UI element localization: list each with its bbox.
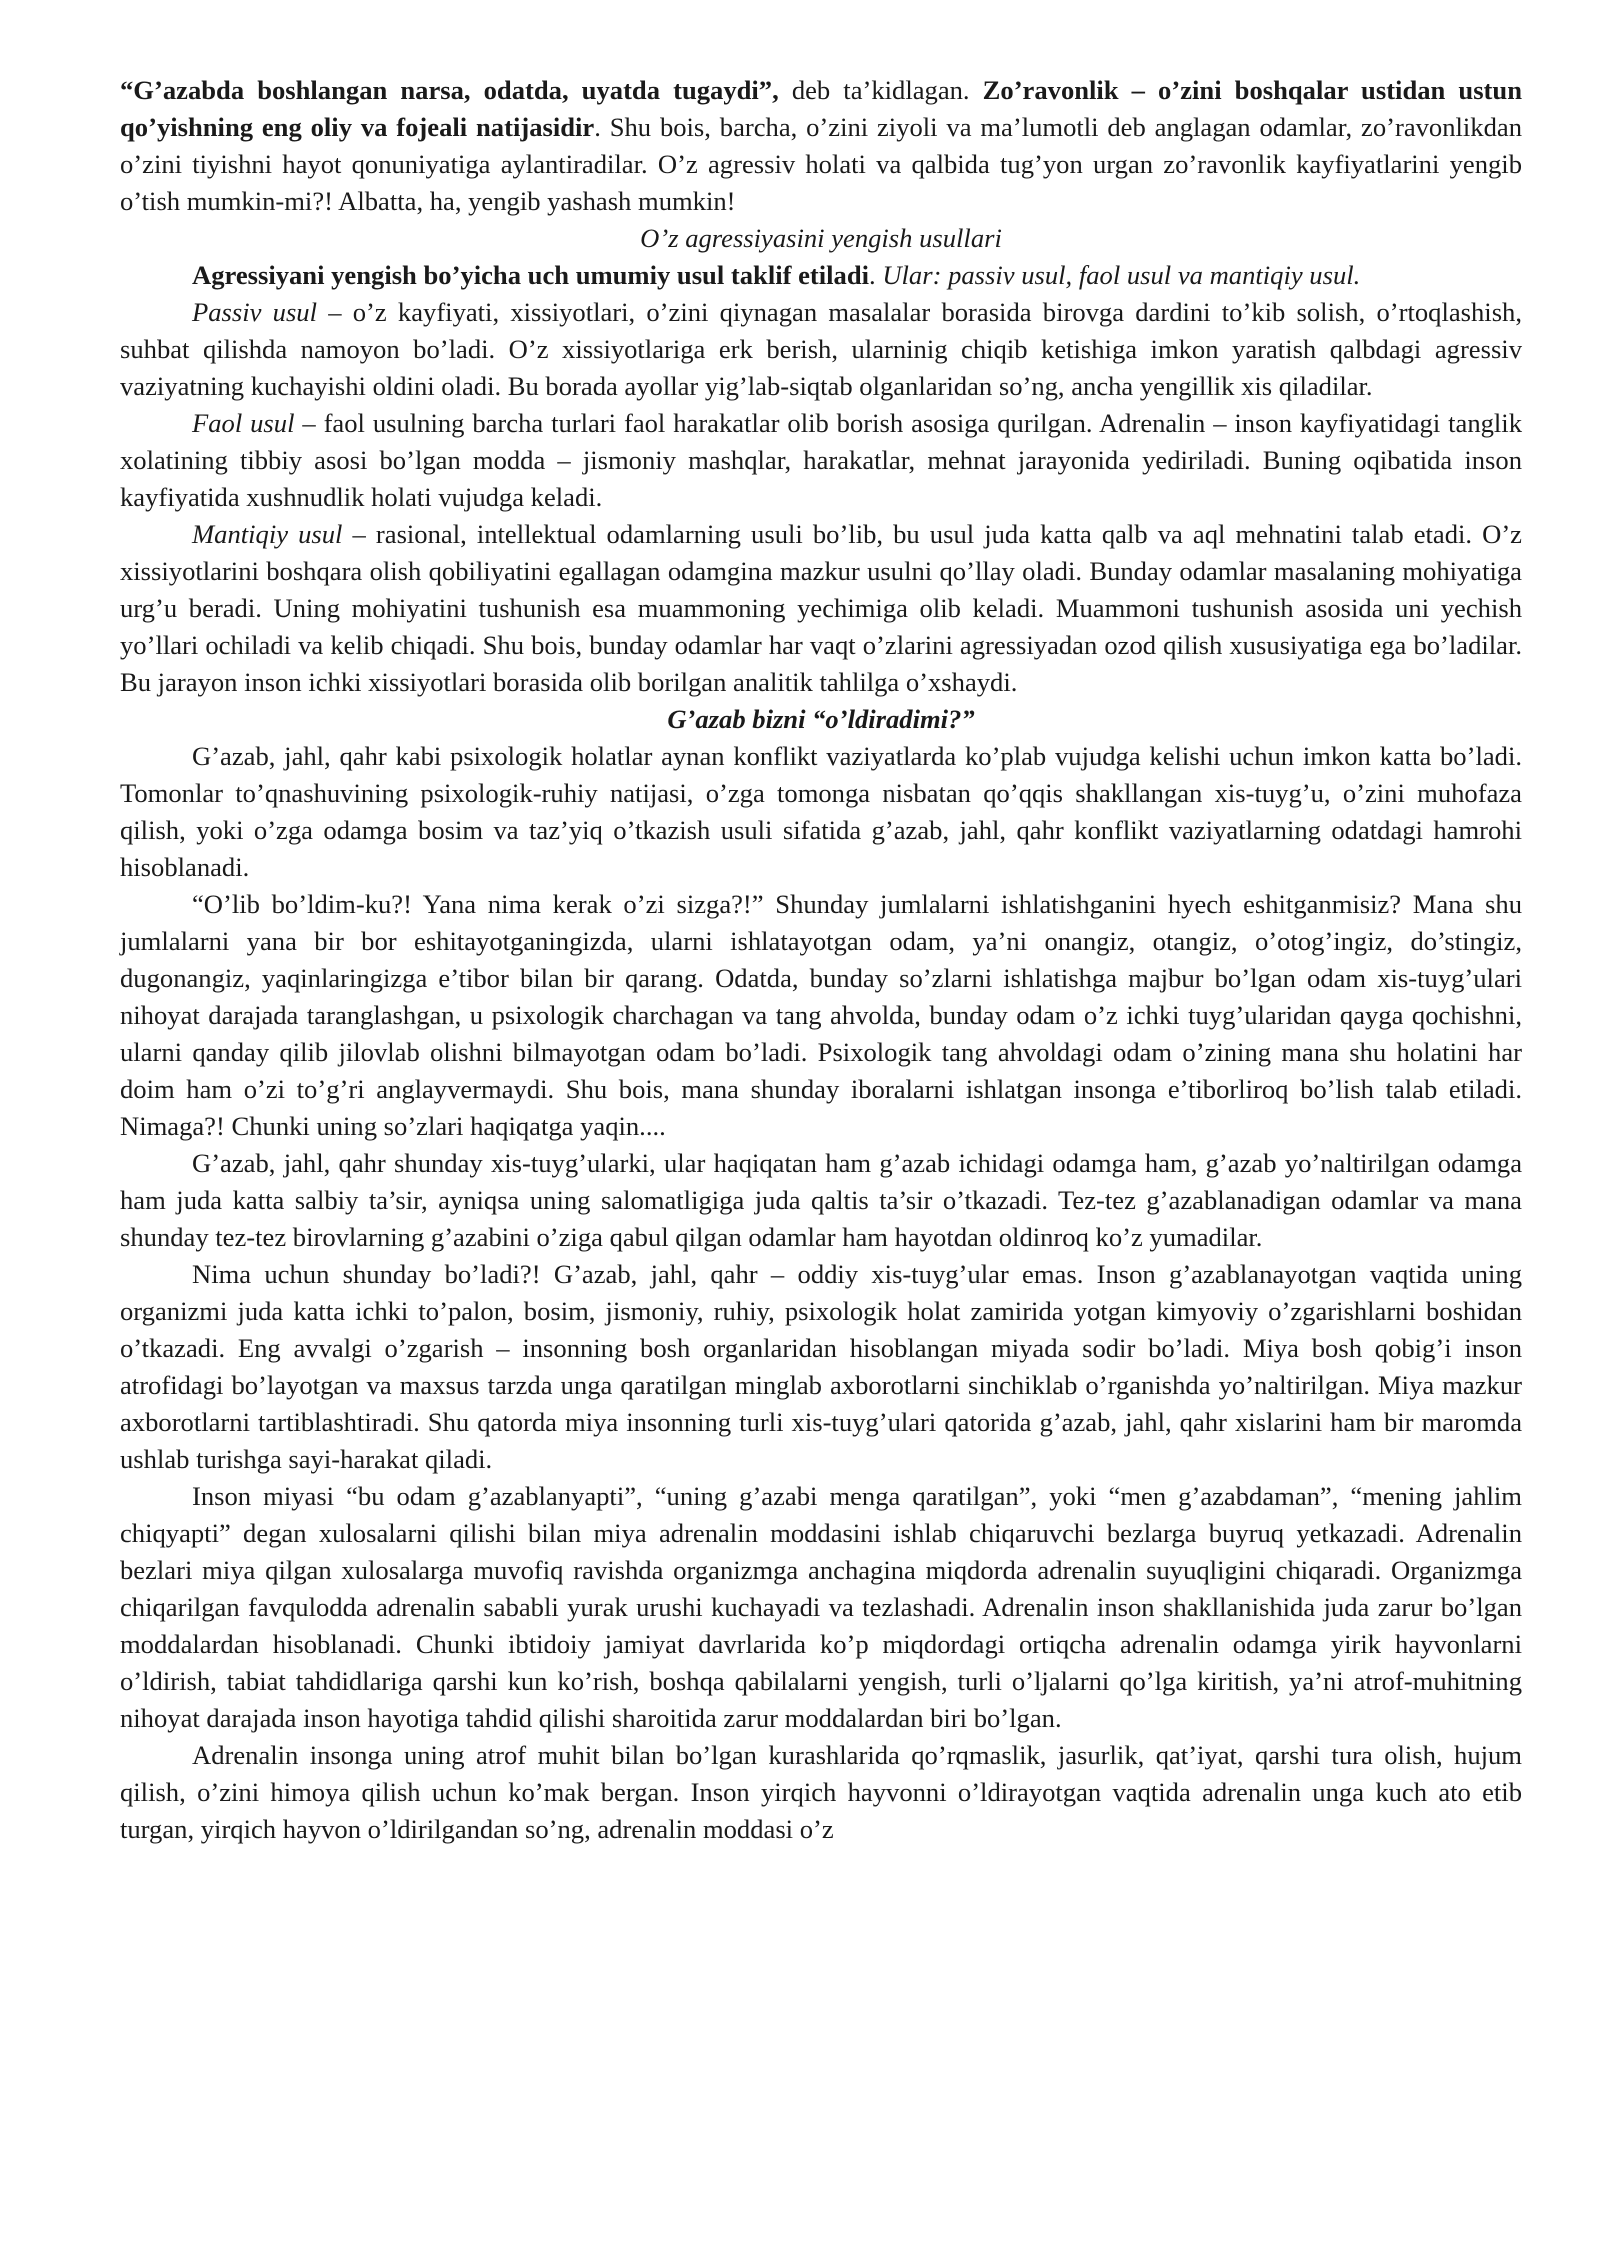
active-method-paragraph: Faol usul – faol usulning barcha turlari faol harakatlar olib borish asosiga qurilgan. Adrenalin – inson kayfiyatidagi tanglik xolatining tibbiy asosi bo’lgan modda – jismoniy mashqlar, harakatlar, mehnat jarayonida yediriladi. Buning oqibatida inson kayfiyatida xushnudlik holati vujudga keladi. [120,408,1522,512]
logical-method-paragraph: Mantiqiy usul – rasional, intellektual odamlarning usuli bo’lib, bu usul juda katta qalb va aql mehnatini talab etadi. O’z xissiyotlarini boshqara olish qobiliyatini egallagan odamgina mazkur usulni qo’llay oladi. Bunday odamlar masalaning mohiyatiga urg’u beradi. Uning mohiyatini tushunish esa muammoning yechimiga olib keladi. Muammoni tushunish asosida uni yechish yo’llari ochiladi va kelib chiqadi. Shu bois, bunday odamlar har vaqt o’zlarini agressiyadan ozod qilish xususiyatiga ega bo’ladilar. Bu jarayon inson ichki xissiyotlari borasida olib borilgan analitik tahlilga o’xshaydi. [120,519,1522,697]
quote-bold: “G’azabda boshlangan narsa, odatda, uyatda tugaydi”, [120,75,779,105]
body-paragraph: G’azab, jahl, qahr kabi psixologik holatlar aynan konflikt vaziyatlarda ko’plab vujudga kelishi uchun imkon katta bo’ladi. Tomonlar to’qnashuvining psixologik-ruhiy natijasi, o’zga tomonga nisbatan qo’qqis shakllangan xis-tuyg’u, o’zini muhofaza qilish, yoki o’zga odamga bosim va taz’yiq o’tkazish usuli sifatida g’azab, jahl, qahr konflikt vaziyatlarning odatdagi hamrohi hisoblanadi. [120,741,1522,882]
methods-intro-paragraph: Agressiyani yengish bo’yicha uch umumiy usul taklif etiladi. Ular: passiv usul, faol usul va mantiqiy usul. [192,260,1361,290]
body-paragraph: Adrenalin insonga uning atrof muhit bilan bo’lgan kurashlarida qo’rqmaslik, jasurlik, qat’iyat, qarshi tura olish, hujum qilish, o’zini himoya qilish uchun ko’mak bergan. Inson yirqich hayvonni o’ldirayotgan vaqtida adrenalin unga kuch ato etib turgan, yirqich hayvon o’ldirilgandan so’ng, adrenalin moddasi o’z [120,1740,1522,1844]
body-paragraph: “O’lib bo’ldim-ku?! Yana nima kerak o’zi sizga?!” Shunday jumlalarni ishlatishganini hyech eshitganmisiz? Mana shu jumlalarni yana bir bor eshitayotganingizda, ularni ishlatayotgan odam, ya’ni onangiz, otangiz, o’otog’ingiz, do’stingiz, dugonangiz, yaqinlaringizga e’tibor bilan bir qarang. Odatda, bunday so’zlarni ishlatishga majbur bo’lgan odam xis-tuyg’ulari nihoyat darajada taranglashgan, u psixologik charchagan va tang ahvolda, bunday odam o’z ichki tuyg’ularidan qayga qochishni, ularni qanday qilib jilovlab olishni bilmayotgan odam bo’ladi. Psixologik tang ahvoldagi odam o’zining mana shu holatini har doim ham o’zi to’g’ri anglayvermaydi. Shu bois, mana shunday iboralarni ishlatgan insonga e’tiborliroq bo’lish talab etiladi. Nimaga?! Chunki uning so’zlari haqiqatga yaqin.... [120,889,1522,1141]
section-heading-anger: G’azab bizni “o’ldiradimi?” [667,704,975,734]
passive-method-paragraph: Passiv usul – o’z kayfiyati, xissiyotlari, o’zini qiynagan masalalar borasida birovga dardini to’kib solish, o’rtoqlashish, suhbat qilishda namoyon bo’ladi. O’z xissiyotlariga erk berish, ularninig chiqib ketishiga imkon yaratish qalbdagi agressiv vaziyatning kuchayishi oldini oladi. Bu borada ayollar yig’lab-siqtab olganlaridan so’ng, ancha yengillik xis qiladilar. [120,297,1522,401]
body-paragraph: Inson miyasi “bu odam g’azablanyapti”, “uning g’azabi menga qaratilgan”, yoki “men g’azabdaman”, “mening jahlim chiqyapti” degan xulosalarni qilishi bilan miya adrenalin moddasini ishlab chiqaruvchi bezlarga buyruq yetkazadi. Adrenalin bezlari miya qilgan xulosalarga muvofiq ravishda organizmga anchagina miqdorda adrenalin suyuqligini chiqaradi. Organizmga chiqarilgan favqulodda adrenalin sababli yurak urushi kuchayadi va tezlashadi. Adrenalin inson shakllanishida juda zarur bo’lgan moddalardan hisoblanadi. Chunki ibtidoiy jamiyat davrlarida ko’p miqdordagi ortiqcha adrenalin odamga yirik hayvonlarni o’ldirish, tabiat tahdidlariga qarshi kun ko’rish, boshqa qabilalarni yengish, turli o’ljalarni qo’lga kiritish, ya’ni atrof-muhitning nihoyat darajada inson hayotiga tahdid qilishi sharoitida zarur moddalardan biri bo’lgan. [120,1481,1522,1733]
term-active: Faol usul [192,408,295,438]
intro-paragraph: “G’azabda boshlangan narsa, odatda, uyatda tugaydi”, deb ta’kidlagan. Zo’ravonlik – o’zini boshqalar ustidan ustun qo’yishning eng oliy va fojeali natijasidir. Shu bois, barcha, o’zini ziyoli va ma’lumotli deb anglagan odamlar, zo’ravonlikdan o’zini tiyishni hayot qonuniyatiga aylantiradilar. O’z agressiv holati va qalbida tug’yon urgan zo’ravonlik kayfiyatlarini yengib o’tish mumkin-mi?! Albatta, ha, yengib yashash mumkin! [120,75,1522,216]
body-paragraph: G’azab, jahl, qahr shunday xis-tuyg’ularki, ular haqiqatan ham g’azab ichidagi odamga ham, g’azab yo’naltirilgan odamga ham juda katta salbiy ta’sir, ayniqsa uning salomatligiga juda qaltis ta’sir o’tkazadi. Tez-tez g’azablanadigan odamlar va mana shunday tez-tez birovlarning g’azabini o’ziga qabul qilgan odamlar ham hayotdan oldinroq ko’z yumadilar. [120,1148,1522,1252]
definition-bold: Zo’ravonlik – o’zini boshqalar ustidan ustun qo’yishning eng oliy va fojeali natijasidir [120,75,1522,142]
body-paragraph: Nima uchun shunday bo’ladi?! G’azab, jahl, qahr – oddiy xis-tuyg’ular emas. Inson g’azablanayotgan vaqtida uning organizmi juda katta ichki to’palon, bosim, jismoniy, ruhiy, psixologik holat zamirida yotgan kimyoviy o’zgarishlarni boshidan o’tkazadi. Eng avvalgi o’zgarish – insonning bosh organlaridan hisoblangan miyada sodir bo’ladi. Miya bosh qobig’i inson atrofidagi bo’layotgan va maxsus tarzda unga qaratilgan minglab axborotlarni sinchiklab o’rganishda yo’naltirilgan. Miya mazkur axborotlarni tartiblashtiradi. Shu qatorda miya insonning turli xis-tuyg’ulari qatorida g’azab, jahl, qahr xislarini ham bir maromda ushlab turishga sayi-harakat qiladi. [120,1259,1522,1474]
term-logical: Mantiqiy usul [192,519,343,549]
term-passive: Passiv usul [192,297,317,327]
section-heading-methods: O’z agressiyasini yengish usullari [640,223,1002,253]
